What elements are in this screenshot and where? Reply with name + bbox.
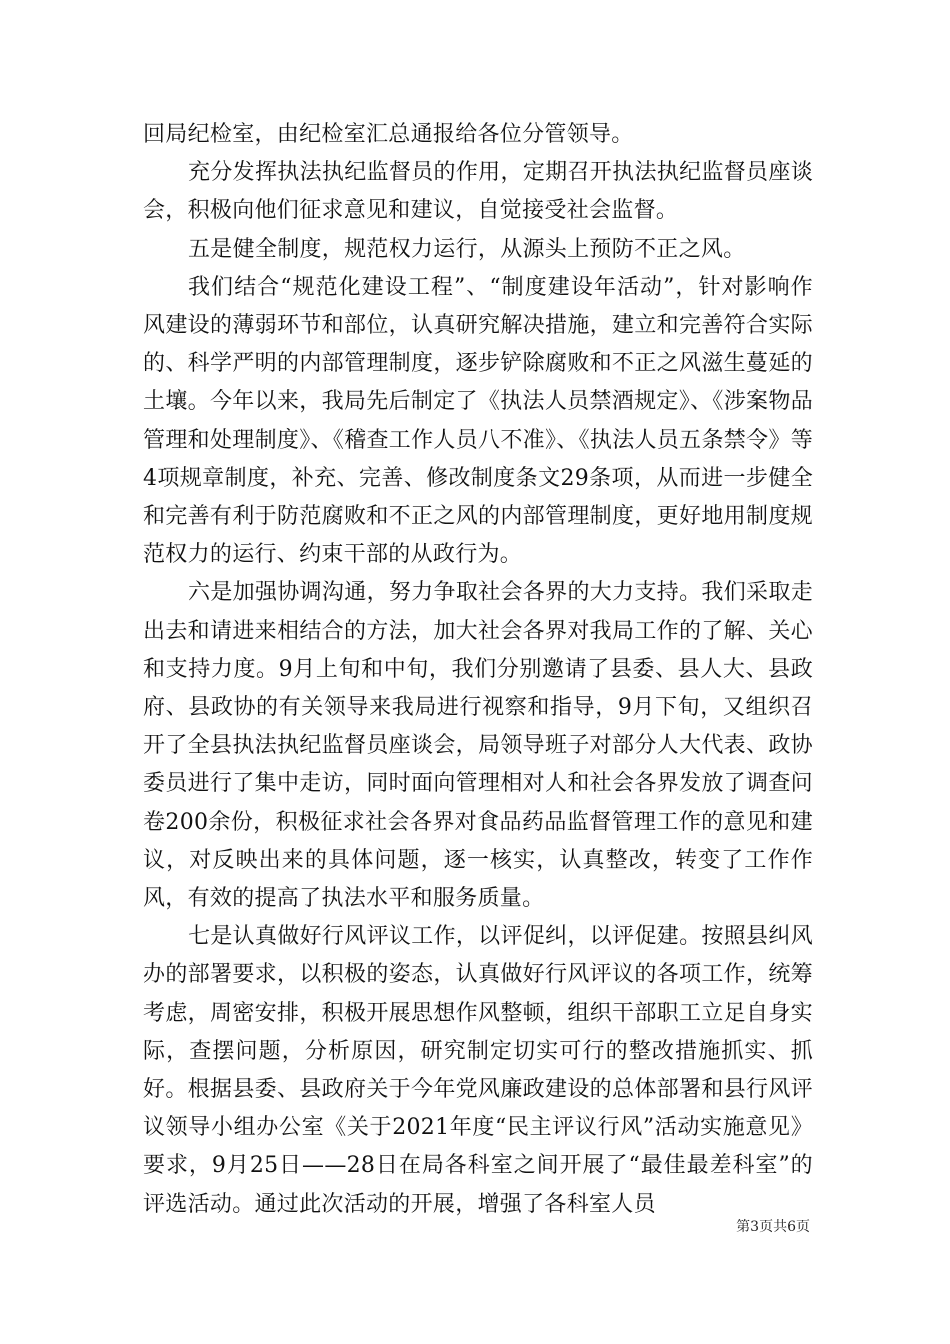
paragraph-2: 充分发挥执法执纪监督员的作用，定期召开执法执纪监督员座谈会，积极向他们征求意见和建议，自觉接受社会监督。 bbox=[143, 160, 813, 224]
paragraph-5: 六是加强协调沟通，努力争取社会各界的大力支持。我们采取走出去和请进来相结合的方法，加大社会各界对我局工作的了解、关心和支持力度。9月上旬和中旬，我们分别邀请了县委、县人大、县政府、县政协的有关领导来我局进行视察和指导，9月下旬，又组织召开了全县执法执纪监督员座谈会，局领导班子对部分人大代表、政协委员进行了集中走访，同时面向管理相对人和社会各界发放了调查问卷200余份，积极征求社会各界对食品药品监督管理工作的意见和建议，对反映出来的具体问题，逐一核实，认真整改，转变了工作作风，有效的提高了执法水平和服务质量。 bbox=[143, 580, 813, 912]
paragraph-1: 回局纪检室，由纪检室汇总通报给各位分管领导。 bbox=[143, 122, 634, 147]
paragraph-4: 我们结合“规范化建设工程”、“制度建设年活动”，针对影响作风建设的薄弱环节和部位，认真研究解决措施，建立和完善符合实际的、科学严明的内部管理制度，逐步铲除腐败和不正之风滋生蔓延的土壤。今年以来，我局先后制定了《执法人员禁酒规定》、《涉案物品管理和处理制度》、《稽查工作人员八不准》、《执法人员五条禁令》等4项规章制度，补充、完善、修改制度条文29条项，从而进一步健全和完善有利于防范腐败和不正之风的内部管理制度，更好地用制度规范权力的运行、约束干部的从政行为。 bbox=[143, 274, 813, 568]
paragraph-3: 五是健全制度，规范权力运行，从源头上预防不正之风。 bbox=[188, 236, 746, 262]
page-number-footer: 第3页共6页 bbox=[736, 1219, 810, 1235]
paragraph-6: 七是认真做好行风评议工作，以评促纠，以评促建。按照县纠风办的部署要求，以积极的姿态，认真做好行风评议的各项工作，统筹考虑，周密安排，积极开展思想作风整顿，组织干部职工立足自身实际，查摆问题，分析原因，研究制定切实可行的整改措施抓实、抓好。根据县委、县政府关于今年党风廉政建设的总体部署和县行风评议领导小组办公室《关于2021年度“民主评议行风”活动实施意见》要求，9月25日——28日在局各科室之间开展了“最佳最差科室”的评选活动。通过此次活动的开展，增强了各科室人员 bbox=[143, 924, 813, 1217]
document-body bbox=[143, 116, 813, 1224]
